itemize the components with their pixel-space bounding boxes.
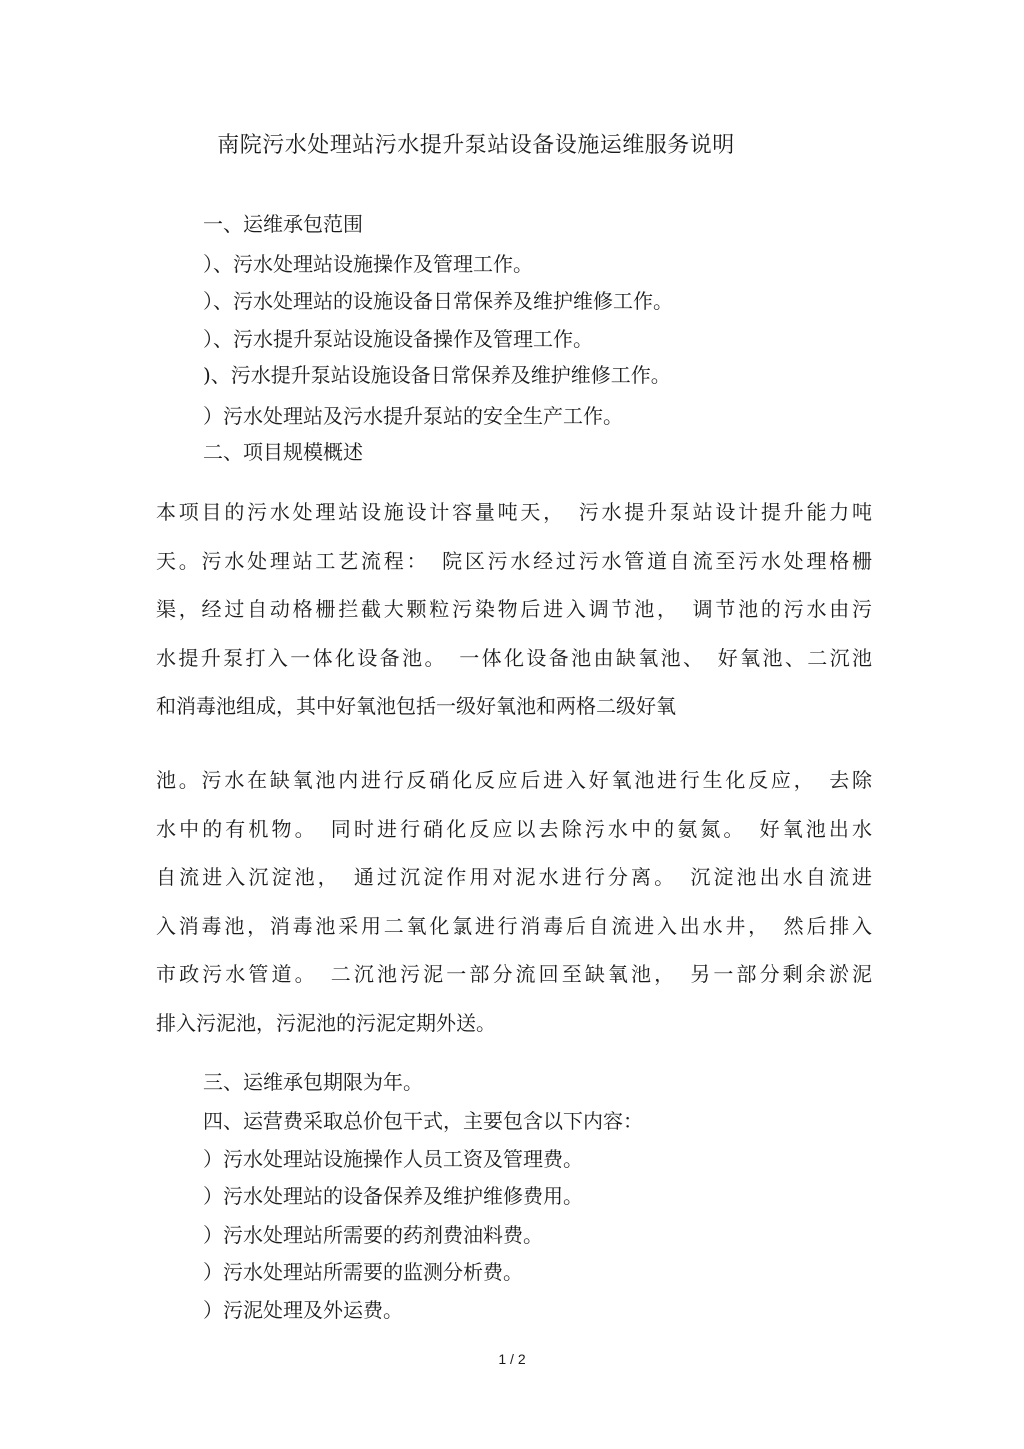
document-title: 南院污水处理站污水提升泵站设备设施运维服务说明 — [217, 133, 735, 158]
section4-item: ）污水处理站所需要的药剂费油料费。 — [203, 1223, 543, 1247]
paragraph-line: 市政污水管道。 二沉池污泥一部分流回至缺氧池， 另一部分剩余淤泥 — [156, 962, 872, 987]
paragraph-line: 自流进入沉淀池， 通过沉淀作用对泥水进行分离。 沉淀池出水自流进 — [156, 865, 872, 890]
section1-item: ）、污水处理站设施操作及管理工作。 — [203, 252, 533, 276]
section2-paragraph-2 — [156, 756, 872, 1048]
section3-heading: 三、运维承包期限为年。 — [203, 1070, 423, 1094]
section1-item: ）污水处理站及污水提升泵站的安全生产工作。 — [203, 404, 623, 428]
section4-item: ）污水处理站设施操作人员工资及管理费。 — [203, 1147, 583, 1171]
paragraph-line: 池。污水在缺氧池内进行反硝化反应后进入好氧池进行生化反应， 去除 — [156, 768, 872, 792]
paragraph-line: 水提升泵打入一体化设备池。 一体化设备池由缺氧池、 好氧池、二沉池 — [156, 645, 872, 670]
paragraph-line: 排入污泥池，污泥池的污泥定期外送。 — [156, 1010, 496, 1035]
page-number: 1 / 2 — [498, 1351, 526, 1367]
paragraph-line: 水中的有机物。 同时进行硝化反应以去除污水中的氨氮。 好氧池出水 — [156, 816, 872, 841]
paragraph-line: 天。污水处理站工艺流程： 院区污水经过污水管道自流至污水处理格栅 — [156, 548, 872, 573]
section2-paragraph-1 — [156, 488, 872, 731]
section1-item: ）、污水提升泵站设施设备操作及管理工作。 — [203, 327, 593, 351]
section1-heading: 一、运维承包范围 — [203, 212, 363, 236]
paragraph-line: 渠，经过自动格栅拦截大颗粒污染物后进入调节池， 调节池的污水由污 — [156, 597, 872, 622]
paragraph-line: 入消毒池，消毒池采用二氧化氯进行消毒后自流进入出水井， 然后排入 — [156, 913, 872, 938]
section1-item: ）、污水处理站的设施设备日常保养及维护维修工作。 — [203, 289, 673, 313]
section4-heading: 四、运营费采取总价包干式，主要包含以下内容： — [203, 1109, 643, 1133]
section1-item: )、污水提升泵站设施设备日常保养及维护维修工作。 — [203, 363, 671, 387]
paragraph-line: 本项目的污水处理站设施设计容量吨天， 污水提升泵站设计提升能力吨 — [156, 500, 872, 524]
section4-item: ）污水处理站的设备保养及维护维修费用。 — [203, 1184, 583, 1208]
section2-heading: 二、项目规模概述 — [203, 440, 363, 464]
paragraph-line: 和消毒池组成，其中好氧池包括一级好氧池和两格二级好氧 — [156, 694, 676, 719]
section4-item: ）污泥处理及外运费。 — [203, 1298, 403, 1322]
section4-item: ）污水处理站所需要的监测分析费。 — [203, 1260, 523, 1284]
